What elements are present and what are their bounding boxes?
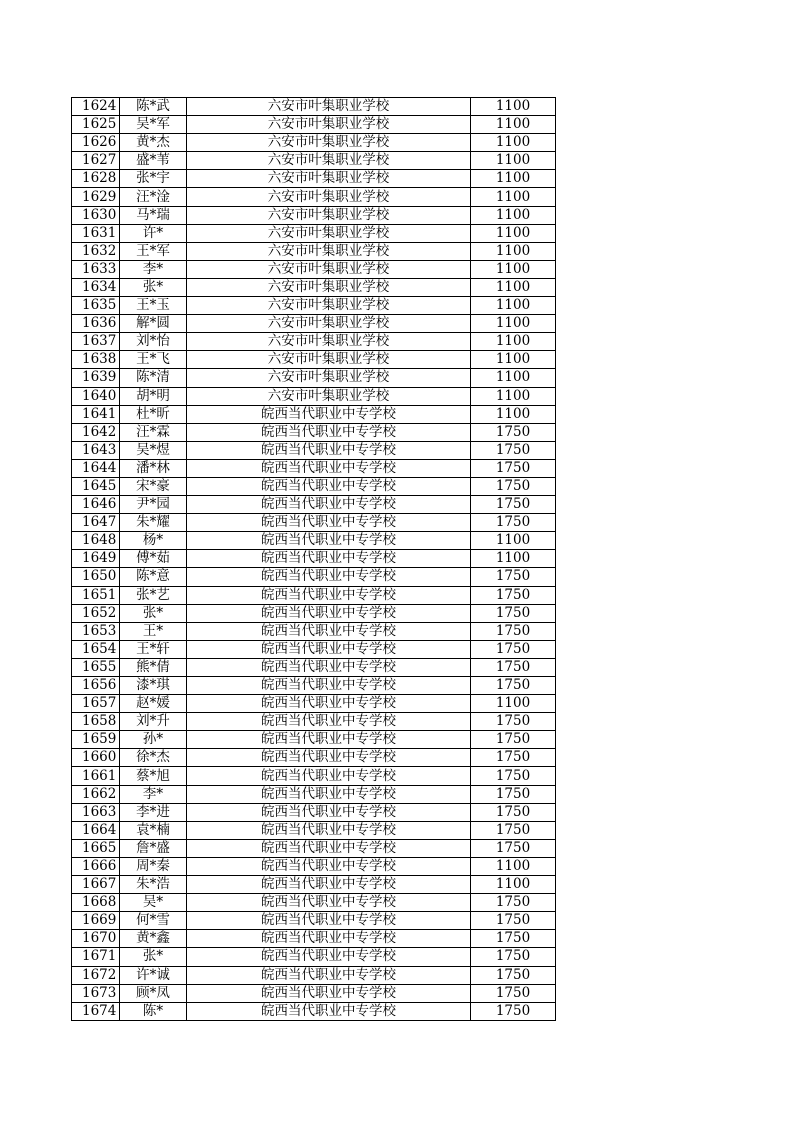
table-row [72,731,556,749]
amount-cell: 1750 [471,568,556,586]
school-cell: 皖西当代职业中专学校 [187,586,471,604]
amount-cell: 1750 [471,966,556,984]
school-cell: 六安市叶集职业学校 [187,152,471,170]
amount-cell: 1750 [471,622,556,640]
table-row [72,188,556,206]
school-cell: 皖西当代职业中专学校 [187,532,471,550]
name-cell: 赵*媛 [120,695,187,713]
table-row [72,514,556,532]
row-number-cell: 1645 [72,477,120,495]
school-cell: 皖西当代职业中专学校 [187,912,471,930]
name-cell: 盛*苇 [120,152,187,170]
school-cell: 皖西当代职业中专学校 [187,803,471,821]
school-cell: 皖西当代职业中专学校 [187,894,471,912]
amount-cell: 1750 [471,423,556,441]
school-cell: 皖西当代职业中专学校 [187,423,471,441]
row-number-cell: 1671 [72,948,120,966]
amount-cell: 1750 [471,839,556,857]
table-row [72,1002,556,1020]
row-number-cell: 1630 [72,206,120,224]
table-row [72,532,556,550]
school-cell: 六安市叶集职业学校 [187,369,471,387]
row-number-cell: 1666 [72,857,120,875]
amount-cell: 1100 [471,152,556,170]
name-cell: 何*雪 [120,912,187,930]
amount-cell: 1100 [471,224,556,242]
table-row [72,894,556,912]
row-number-cell: 1625 [72,116,120,134]
row-number-cell: 1657 [72,695,120,713]
amount-cell: 1750 [471,984,556,1002]
subsidy-table [71,97,556,1021]
name-cell: 陈* [120,1002,187,1020]
amount-cell: 1100 [471,188,556,206]
row-number-cell: 1641 [72,405,120,423]
table-row [72,550,556,568]
name-cell: 王*玉 [120,297,187,315]
name-cell: 潘*林 [120,459,187,477]
school-cell: 六安市叶集职业学校 [187,387,471,405]
row-number-cell: 1661 [72,767,120,785]
name-cell: 李*进 [120,803,187,821]
amount-cell: 1100 [471,98,556,116]
name-cell: 汪*淦 [120,188,187,206]
name-cell: 王*军 [120,242,187,260]
name-cell: 陈*武 [120,98,187,116]
amount-cell: 1750 [471,496,556,514]
row-number-cell: 1648 [72,532,120,550]
amount-cell: 1100 [471,387,556,405]
school-cell: 六安市叶集职业学校 [187,333,471,351]
amount-cell: 1750 [471,1002,556,1020]
row-number-cell: 1656 [72,677,120,695]
table-row [72,568,556,586]
table-row [72,134,556,152]
table-row [72,876,556,894]
table-row [72,984,556,1002]
table-row [72,496,556,514]
amount-cell: 1750 [471,658,556,676]
amount-cell: 1750 [471,731,556,749]
school-cell: 皖西当代职业中专学校 [187,930,471,948]
table-row [72,857,556,875]
name-cell: 李* [120,785,187,803]
table-row [72,749,556,767]
table-row [72,695,556,713]
table-row [72,441,556,459]
school-cell: 六安市叶集职业学校 [187,260,471,278]
name-cell: 胡*明 [120,387,187,405]
table-row [72,152,556,170]
school-cell: 皖西当代职业中专学校 [187,749,471,767]
table-row [72,206,556,224]
row-number-cell: 1638 [72,351,120,369]
row-number-cell: 1664 [72,821,120,839]
amount-cell: 1100 [471,333,556,351]
school-cell: 皖西当代职业中专学校 [187,604,471,622]
name-cell: 刘*怡 [120,333,187,351]
table-row [72,116,556,134]
school-cell: 皖西当代职业中专学校 [187,514,471,532]
row-number-cell: 1653 [72,622,120,640]
name-cell: 张* [120,948,187,966]
school-cell: 皖西当代职业中专学校 [187,695,471,713]
amount-cell: 1750 [471,677,556,695]
row-number-cell: 1639 [72,369,120,387]
table-row [72,333,556,351]
subsidy-table-body [72,98,556,1021]
table-row [72,821,556,839]
school-cell: 皖西当代职业中专学校 [187,658,471,676]
school-cell: 皖西当代职业中专学校 [187,966,471,984]
name-cell: 杜*昕 [120,405,187,423]
school-cell: 六安市叶集职业学校 [187,297,471,315]
school-cell: 六安市叶集职业学校 [187,188,471,206]
school-cell: 皖西当代职业中专学校 [187,731,471,749]
row-number-cell: 1636 [72,315,120,333]
row-number-cell: 1643 [72,441,120,459]
name-cell: 黄*鑫 [120,930,187,948]
row-number-cell: 1633 [72,260,120,278]
row-number-cell: 1642 [72,423,120,441]
row-number-cell: 1624 [72,98,120,116]
amount-cell: 1100 [471,695,556,713]
amount-cell: 1100 [471,260,556,278]
table-row [72,966,556,984]
name-cell: 汪*霖 [120,423,187,441]
name-cell: 张*宇 [120,170,187,188]
name-cell: 许*诚 [120,966,187,984]
name-cell: 解*圆 [120,315,187,333]
row-number-cell: 1673 [72,984,120,1002]
name-cell: 顾*凤 [120,984,187,1002]
row-number-cell: 1658 [72,713,120,731]
row-number-cell: 1634 [72,278,120,296]
name-cell: 马*瑞 [120,206,187,224]
school-cell: 皖西当代职业中专学校 [187,441,471,459]
row-number-cell: 1627 [72,152,120,170]
amount-cell: 1750 [471,803,556,821]
name-cell: 朱*浩 [120,876,187,894]
table-row [72,351,556,369]
name-cell: 蔡*旭 [120,767,187,785]
table-row [72,785,556,803]
table-row [72,713,556,731]
row-number-cell: 1662 [72,785,120,803]
name-cell: 周*秦 [120,857,187,875]
name-cell: 吴*军 [120,116,187,134]
school-cell: 皖西当代职业中专学校 [187,948,471,966]
row-number-cell: 1667 [72,876,120,894]
name-cell: 朱*耀 [120,514,187,532]
table-row [72,930,556,948]
amount-cell: 1100 [471,315,556,333]
school-cell: 皖西当代职业中专学校 [187,876,471,894]
table-row [72,260,556,278]
table-row [72,839,556,857]
name-cell: 王*轩 [120,640,187,658]
amount-cell: 1100 [471,405,556,423]
amount-cell: 1100 [471,134,556,152]
name-cell: 黄*杰 [120,134,187,152]
row-number-cell: 1626 [72,134,120,152]
amount-cell: 1100 [471,351,556,369]
amount-cell: 1100 [471,206,556,224]
table-row [72,224,556,242]
school-cell: 皖西当代职业中专学校 [187,767,471,785]
row-number-cell: 1672 [72,966,120,984]
name-cell: 刘*升 [120,713,187,731]
school-cell: 六安市叶集职业学校 [187,206,471,224]
table-row [72,315,556,333]
amount-cell: 1750 [471,441,556,459]
table-row [72,242,556,260]
school-cell: 皖西当代职业中专学校 [187,821,471,839]
name-cell: 熊*倩 [120,658,187,676]
school-cell: 皖西当代职业中专学校 [187,640,471,658]
table-row [72,677,556,695]
school-cell: 皖西当代职业中专学校 [187,622,471,640]
row-number-cell: 1640 [72,387,120,405]
name-cell: 吴* [120,894,187,912]
school-cell: 皖西当代职业中专学校 [187,984,471,1002]
name-cell: 孙* [120,731,187,749]
row-number-cell: 1632 [72,242,120,260]
amount-cell: 1750 [471,912,556,930]
school-cell: 皖西当代职业中专学校 [187,857,471,875]
table-row [72,278,556,296]
table-row [72,803,556,821]
table-row [72,423,556,441]
amount-cell: 1750 [471,894,556,912]
table-row [72,640,556,658]
amount-cell: 1100 [471,369,556,387]
table-row [72,622,556,640]
name-cell: 漆*琪 [120,677,187,695]
table-row [72,297,556,315]
amount-cell: 1750 [471,749,556,767]
table-row [72,170,556,188]
row-number-cell: 1635 [72,297,120,315]
school-cell: 皖西当代职业中专学校 [187,1002,471,1020]
table-row [72,767,556,785]
amount-cell: 1100 [471,242,556,260]
amount-cell: 1100 [471,116,556,134]
row-number-cell: 1655 [72,658,120,676]
school-cell: 六安市叶集职业学校 [187,278,471,296]
row-number-cell: 1652 [72,604,120,622]
row-number-cell: 1670 [72,930,120,948]
name-cell: 李* [120,260,187,278]
row-number-cell: 1631 [72,224,120,242]
amount-cell: 1750 [471,514,556,532]
school-cell: 六安市叶集职业学校 [187,224,471,242]
name-cell: 陈*清 [120,369,187,387]
row-number-cell: 1669 [72,912,120,930]
table-row [72,477,556,495]
row-number-cell: 1629 [72,188,120,206]
name-cell: 王* [120,622,187,640]
row-number-cell: 1665 [72,839,120,857]
row-number-cell: 1668 [72,894,120,912]
school-cell: 皖西当代职业中专学校 [187,550,471,568]
table-row [72,586,556,604]
row-number-cell: 1650 [72,568,120,586]
amount-cell: 1100 [471,170,556,188]
table-row [72,604,556,622]
amount-cell: 1100 [471,550,556,568]
school-cell: 六安市叶集职业学校 [187,242,471,260]
amount-cell: 1100 [471,297,556,315]
amount-cell: 1100 [471,876,556,894]
amount-cell: 1750 [471,459,556,477]
school-cell: 皖西当代职业中专学校 [187,568,471,586]
row-number-cell: 1628 [72,170,120,188]
row-number-cell: 1644 [72,459,120,477]
name-cell: 尹*园 [120,496,187,514]
amount-cell: 1100 [471,857,556,875]
school-cell: 皖西当代职业中专学校 [187,405,471,423]
table-row [72,948,556,966]
amount-cell: 1750 [471,713,556,731]
row-number-cell: 1651 [72,586,120,604]
school-cell: 皖西当代职业中专学校 [187,839,471,857]
name-cell: 王*飞 [120,351,187,369]
table-row [72,658,556,676]
table-row [72,459,556,477]
amount-cell: 1750 [471,930,556,948]
amount-cell: 1100 [471,278,556,296]
school-cell: 皖西当代职业中专学校 [187,713,471,731]
row-number-cell: 1674 [72,1002,120,1020]
school-cell: 六安市叶集职业学校 [187,170,471,188]
school-cell: 六安市叶集职业学校 [187,315,471,333]
name-cell: 傅*茹 [120,550,187,568]
amount-cell: 1750 [471,586,556,604]
name-cell: 杨* [120,532,187,550]
name-cell: 徐*杰 [120,749,187,767]
name-cell: 陈*意 [120,568,187,586]
name-cell: 张* [120,604,187,622]
row-number-cell: 1659 [72,731,120,749]
name-cell: 张* [120,278,187,296]
amount-cell: 1750 [471,477,556,495]
school-cell: 六安市叶集职业学校 [187,116,471,134]
table-row [72,369,556,387]
name-cell: 许* [120,224,187,242]
name-cell: 吴*煜 [120,441,187,459]
amount-cell: 1100 [471,532,556,550]
school-cell: 皖西当代职业中专学校 [187,677,471,695]
amount-cell: 1750 [471,767,556,785]
amount-cell: 1750 [471,785,556,803]
name-cell: 宋*豪 [120,477,187,495]
table-row [72,912,556,930]
amount-cell: 1750 [471,948,556,966]
school-cell: 皖西当代职业中专学校 [187,459,471,477]
school-cell: 皖西当代职业中专学校 [187,477,471,495]
table-row [72,98,556,116]
row-number-cell: 1647 [72,514,120,532]
amount-cell: 1750 [471,640,556,658]
school-cell: 六安市叶集职业学校 [187,98,471,116]
row-number-cell: 1663 [72,803,120,821]
table-row [72,387,556,405]
row-number-cell: 1660 [72,749,120,767]
row-number-cell: 1649 [72,550,120,568]
row-number-cell: 1646 [72,496,120,514]
name-cell: 詹*盛 [120,839,187,857]
row-number-cell: 1637 [72,333,120,351]
school-cell: 皖西当代职业中专学校 [187,496,471,514]
table-row [72,405,556,423]
amount-cell: 1750 [471,604,556,622]
school-cell: 六安市叶集职业学校 [187,134,471,152]
school-cell: 皖西当代职业中专学校 [187,785,471,803]
name-cell: 张*艺 [120,586,187,604]
row-number-cell: 1654 [72,640,120,658]
name-cell: 袁*楠 [120,821,187,839]
school-cell: 六安市叶集职业学校 [187,351,471,369]
amount-cell: 1750 [471,821,556,839]
